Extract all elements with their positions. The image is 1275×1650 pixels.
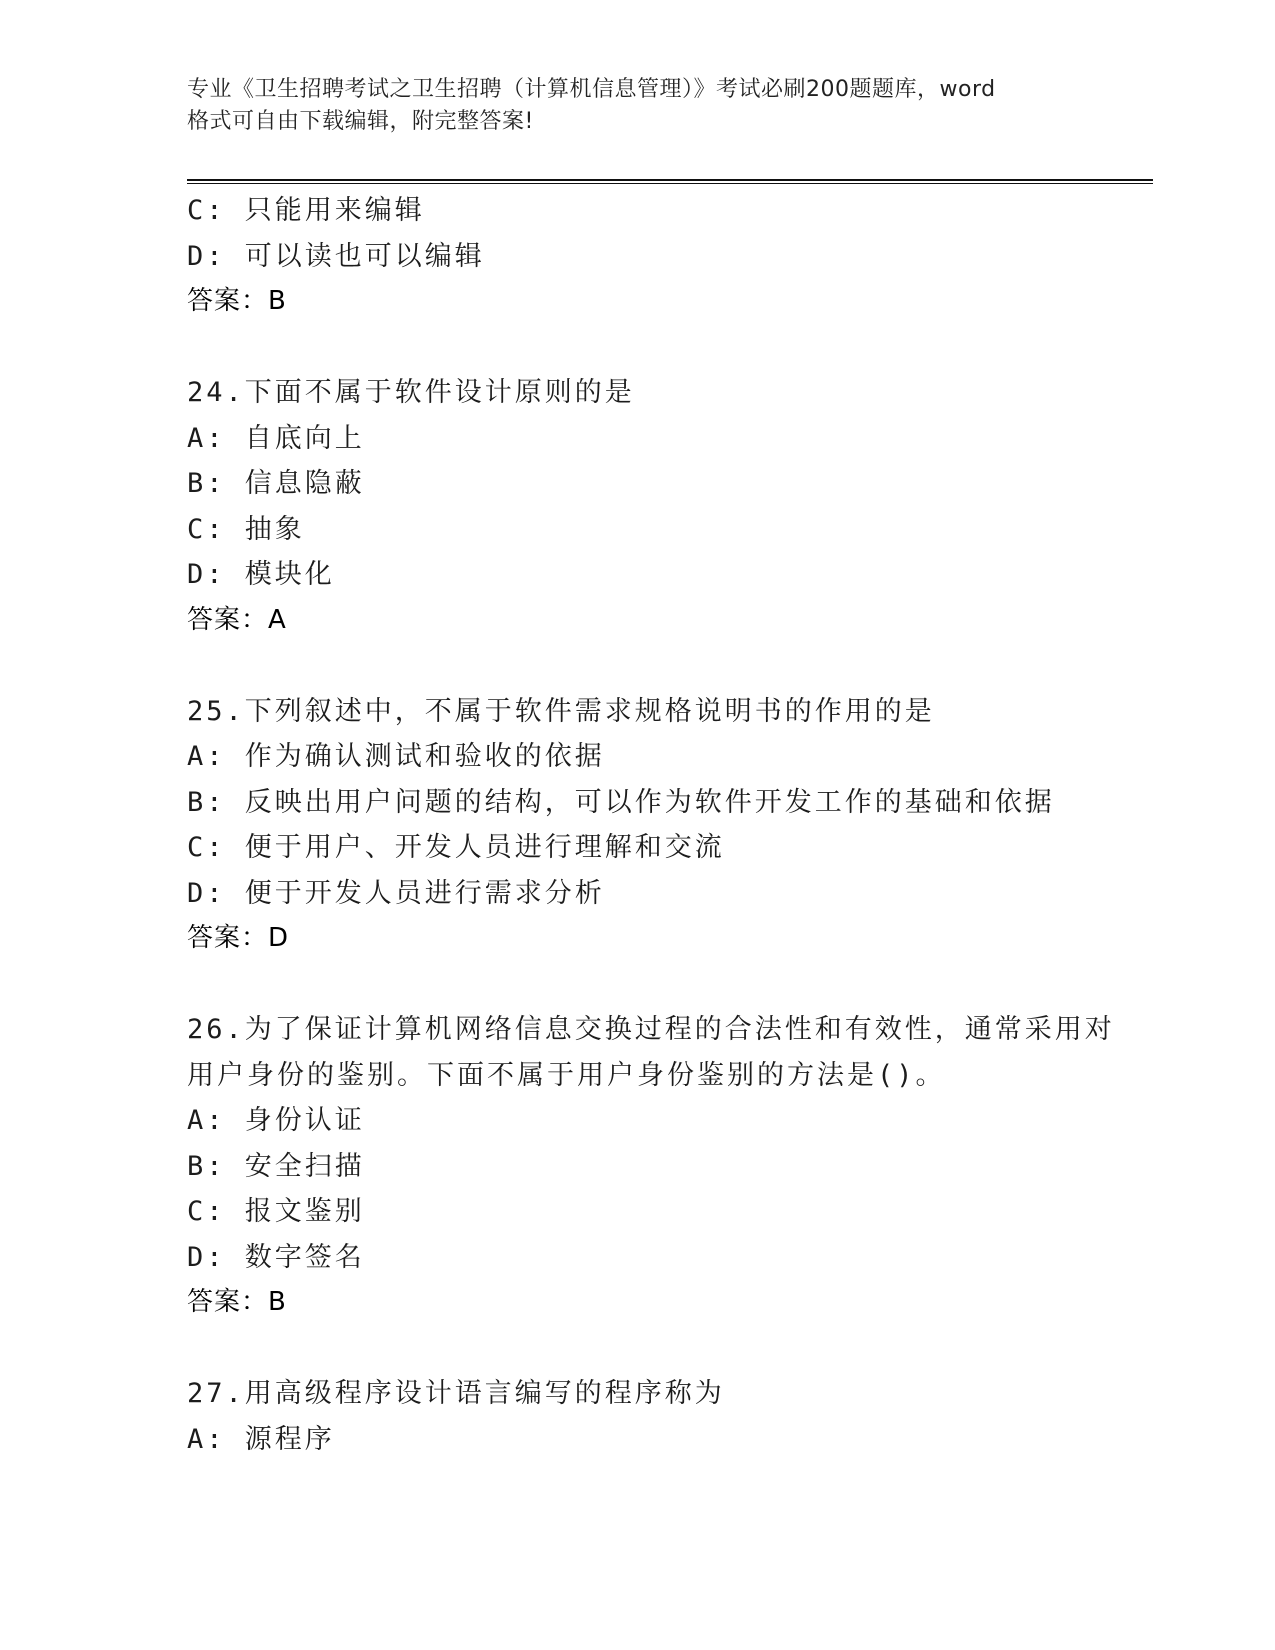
option-c: C: 只能用来编辑	[187, 195, 425, 226]
answer-line: 答案：D	[187, 923, 290, 953]
header-line-2: 格式可自由下载编辑，附完整答案!	[187, 109, 534, 134]
answer-line: 答案：A	[187, 604, 287, 635]
header-divider	[187, 179, 1153, 184]
option-c: C: 抽象	[187, 513, 305, 545]
question-stem: 25.下列叙述中，不属于软件需求规格说明书的作用的是	[187, 695, 935, 727]
question-stem: 27.用高级程序设计语言编写的程序称为	[187, 1378, 725, 1409]
question-stem-continued: 用户身份的鉴别。下面不属于用户身份鉴别的方法是()。	[187, 1059, 946, 1091]
option-b: B: 安全扫描	[187, 1150, 365, 1182]
option-b: B: 反映出用户问题的结构，可以作为软件开发工作的基础和依据	[187, 786, 1055, 818]
document-body	[187, 188, 1153, 1462]
option-a: A: 作为确认测试和验收的依据	[187, 741, 605, 772]
option-b: B: 信息隐蔽	[187, 468, 365, 499]
option-a: A: 身份认证	[187, 1105, 365, 1136]
answer-line: 答案：B	[187, 286, 287, 316]
answer-line: 答案：B	[187, 1287, 287, 1317]
option-d: D: 模块化	[187, 559, 335, 590]
option-d: D: 可以读也可以编辑	[187, 240, 485, 272]
question-stem: 26.为了保证计算机网络信息交换过程的合法性和有效性，通常采用对	[187, 1014, 1115, 1045]
header-line-1: 专业《卫生招聘考试之卫生招聘（计算机信息管理）》考试必刷200题题库，word	[187, 77, 996, 102]
option-d: D: 便于开发人员进行需求分析	[187, 877, 605, 909]
option-a: A: 源程序	[187, 1423, 335, 1455]
option-d: D: 数字签名	[187, 1241, 365, 1273]
document-header	[187, 74, 1087, 138]
option-c: C: 便于用户、开发人员进行理解和交流	[187, 832, 725, 863]
question-stem: 24.下面不属于软件设计原则的是	[187, 377, 635, 408]
option-a: A: 自底向上	[187, 422, 365, 454]
option-c: C: 报文鉴别	[187, 1196, 365, 1227]
